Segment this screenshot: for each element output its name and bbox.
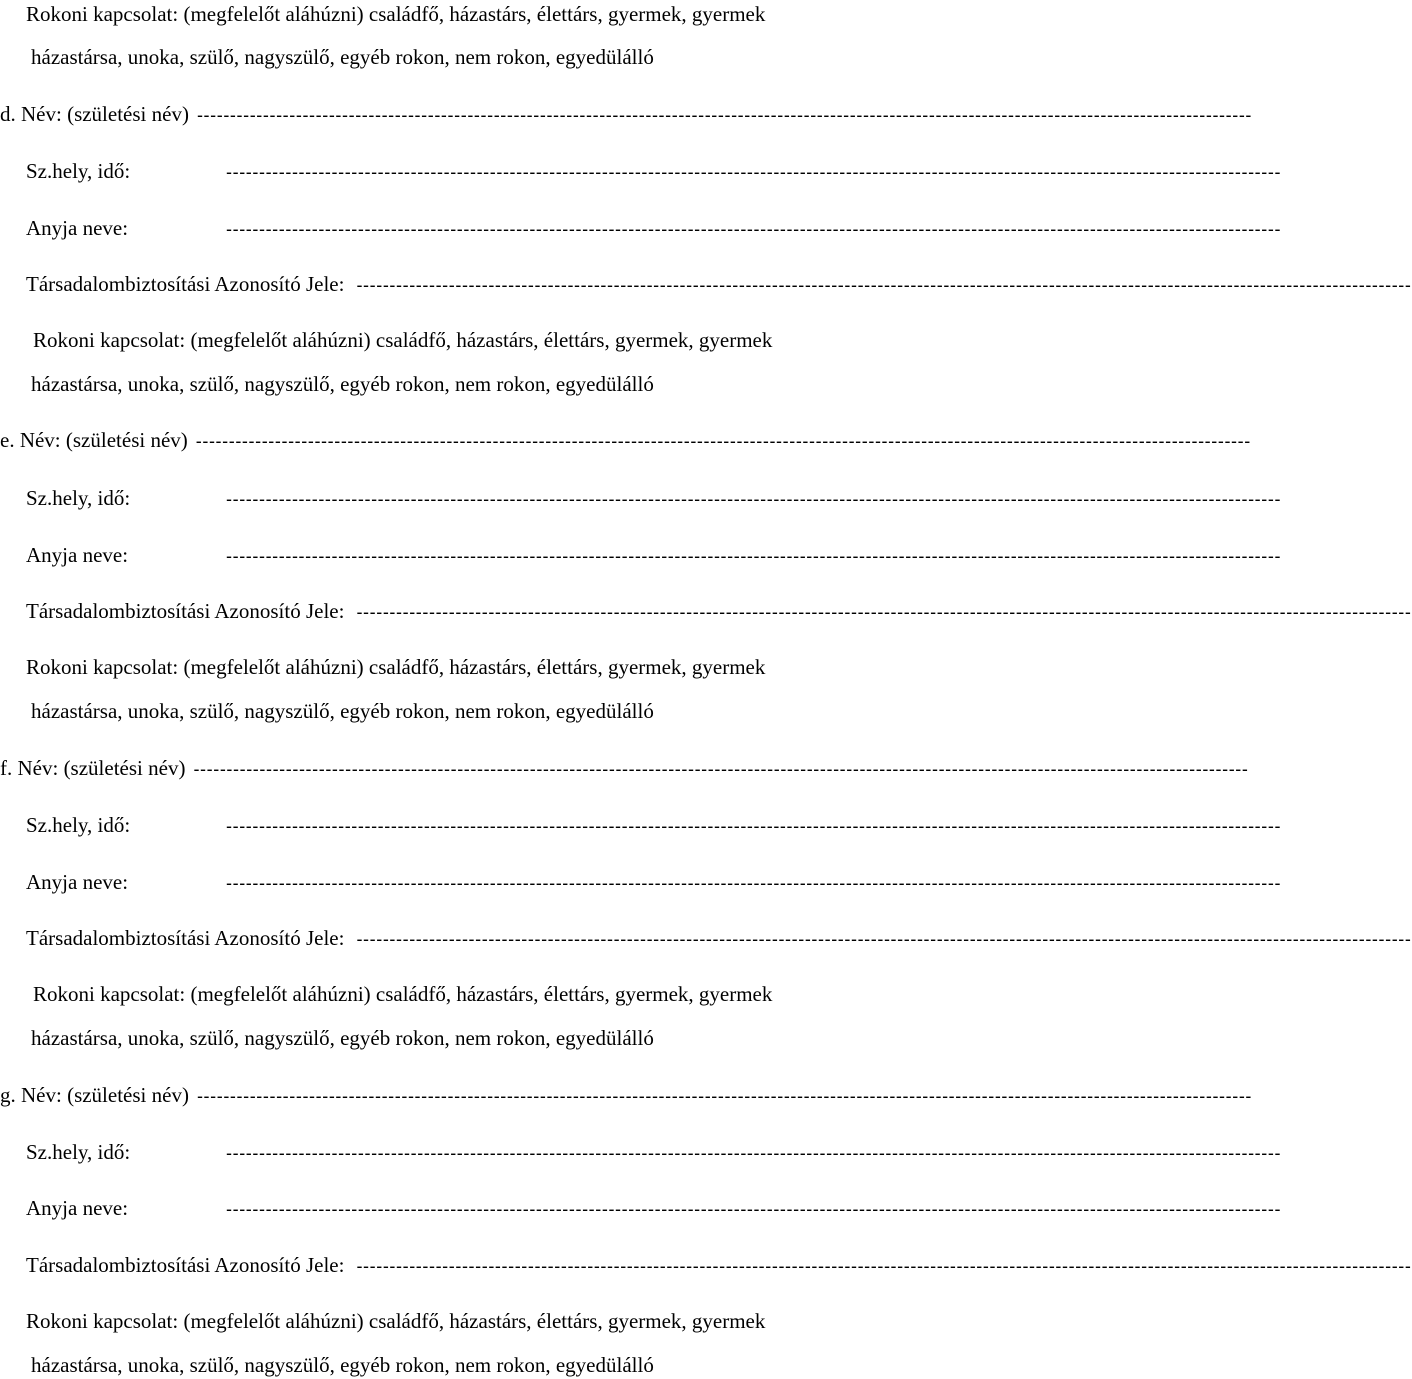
name-row — [0, 1083, 1253, 1107]
birthplace-field[interactable]: ---------------------------------------------------------------------------------------------------------------------------------------------------------------- — [226, 489, 1282, 509]
name-label: e. Név: (születési név) — [0, 428, 188, 452]
relationship-line-1 — [33, 330, 772, 351]
relationship-options: házastársa, unoka, szülő, nagyszülő, egyéb rokon, nem rokon, egyedülálló — [31, 1353, 654, 1377]
taj-field[interactable]: ---------------------------------------------------------------------------------------------------------------------------------------------------------------- — [356, 275, 1412, 295]
mother-name-label: Anyja neve: — [26, 1196, 129, 1220]
name-label: g. Név: (születési név) — [0, 1083, 189, 1107]
birthplace-label: Sz.hely, idő: — [26, 813, 131, 837]
mother-name-row — [26, 870, 1282, 894]
relationship-options: Rokoni kapcsolat: (megfelelőt aláhúzni) családfő, házastárs, élettárs, gyermek, gyermek — [26, 2, 766, 26]
taj-label: Társadalombiztosítási Azonosító Jele: — [26, 272, 345, 296]
relationship-line-1 — [33, 984, 772, 1005]
relationship-line-2 — [31, 374, 654, 395]
taj-field[interactable]: ---------------------------------------------------------------------------------------------------------------------------------------------------------------- — [356, 929, 1412, 949]
birthplace-row — [26, 1140, 1282, 1164]
birthplace-label: Sz.hely, idő: — [26, 486, 131, 510]
birthplace-row — [26, 159, 1282, 183]
taj-field[interactable]: ---------------------------------------------------------------------------------------------------------------------------------------------------------------- — [356, 1256, 1412, 1276]
mother-name-row — [26, 543, 1282, 567]
name-label: d. Név: (születési név) — [0, 102, 189, 126]
name-field[interactable]: ---------------------------------------------------------------------------------------------------------------------------------------------------------------- — [196, 105, 1253, 125]
relationship-options: házastársa, unoka, szülő, nagyszülő, egyéb rokon, nem rokon, egyedülálló — [31, 372, 654, 396]
taj-row — [26, 599, 1412, 623]
relationship-options: Rokoni kapcsolat: (megfelelőt aláhúzni) családfő, házastárs, élettárs, gyermek, gyermek — [26, 1309, 766, 1333]
relationship-line-2 — [31, 47, 654, 68]
name-row — [0, 428, 1251, 452]
relationship-line-1 — [26, 1311, 765, 1332]
relationship-line-1 — [26, 4, 765, 25]
taj-row — [26, 926, 1412, 950]
name-label: f. Név: (születési név) — [0, 756, 186, 780]
taj-row — [26, 1253, 1412, 1277]
mother-name-field[interactable]: ---------------------------------------------------------------------------------------------------------------------------------------------------------------- — [226, 1199, 1282, 1219]
birthplace-row — [26, 486, 1282, 510]
name-field[interactable]: ---------------------------------------------------------------------------------------------------------------------------------------------------------------- — [195, 431, 1251, 451]
name-row — [0, 756, 1249, 780]
relationship-options: Rokoni kapcsolat: (megfelelőt aláhúzni) családfő, házastárs, élettárs, gyermek, gyermek — [33, 982, 773, 1006]
taj-label: Társadalombiztosítási Azonosító Jele: — [26, 926, 345, 950]
birthplace-field[interactable]: ---------------------------------------------------------------------------------------------------------------------------------------------------------------- — [226, 162, 1282, 182]
mother-name-row — [26, 1196, 1282, 1220]
birthplace-label: Sz.hely, idő: — [26, 159, 131, 183]
relationship-line-1 — [26, 657, 765, 678]
mother-name-row — [26, 216, 1282, 240]
mother-name-field[interactable]: ---------------------------------------------------------------------------------------------------------------------------------------------------------------- — [226, 219, 1282, 239]
birthplace-field[interactable]: ---------------------------------------------------------------------------------------------------------------------------------------------------------------- — [226, 816, 1282, 836]
mother-name-field[interactable]: ---------------------------------------------------------------------------------------------------------------------------------------------------------------- — [226, 873, 1282, 893]
mother-name-field[interactable]: ---------------------------------------------------------------------------------------------------------------------------------------------------------------- — [226, 546, 1282, 566]
relationship-options: házastársa, unoka, szülő, nagyszülő, egyéb rokon, nem rokon, egyedülálló — [31, 45, 654, 69]
mother-name-label: Anyja neve: — [26, 543, 129, 567]
taj-label: Társadalombiztosítási Azonosító Jele: — [26, 599, 345, 623]
taj-label: Társadalombiztosítási Azonosító Jele: — [26, 1253, 345, 1277]
relationship-options: Rokoni kapcsolat: (megfelelőt aláhúzni) családfő, házastárs, élettárs, gyermek, gyermek — [33, 328, 773, 352]
name-field[interactable]: ---------------------------------------------------------------------------------------------------------------------------------------------------------------- — [193, 759, 1249, 779]
name-row — [0, 102, 1253, 126]
relationship-line-2 — [31, 1028, 654, 1049]
name-field[interactable]: ---------------------------------------------------------------------------------------------------------------------------------------------------------------- — [196, 1086, 1253, 1106]
birthplace-field[interactable]: ---------------------------------------------------------------------------------------------------------------------------------------------------------------- — [226, 1143, 1282, 1163]
relationship-options: házastársa, unoka, szülő, nagyszülő, egyéb rokon, nem rokon, egyedülálló — [31, 1026, 654, 1050]
mother-name-label: Anyja neve: — [26, 216, 129, 240]
taj-field[interactable]: ---------------------------------------------------------------------------------------------------------------------------------------------------------------- — [356, 602, 1412, 622]
birthplace-label: Sz.hely, idő: — [26, 1140, 131, 1164]
relationship-options: házastársa, unoka, szülő, nagyszülő, egyéb rokon, nem rokon, egyedülálló — [31, 699, 654, 723]
relationship-line-2 — [31, 1355, 654, 1376]
mother-name-label: Anyja neve: — [26, 870, 129, 894]
taj-row — [26, 272, 1412, 296]
relationship-line-2 — [31, 701, 654, 722]
relationship-options: Rokoni kapcsolat: (megfelelőt aláhúzni) családfő, házastárs, élettárs, gyermek, gyermek — [26, 655, 766, 679]
birthplace-row — [26, 813, 1282, 837]
